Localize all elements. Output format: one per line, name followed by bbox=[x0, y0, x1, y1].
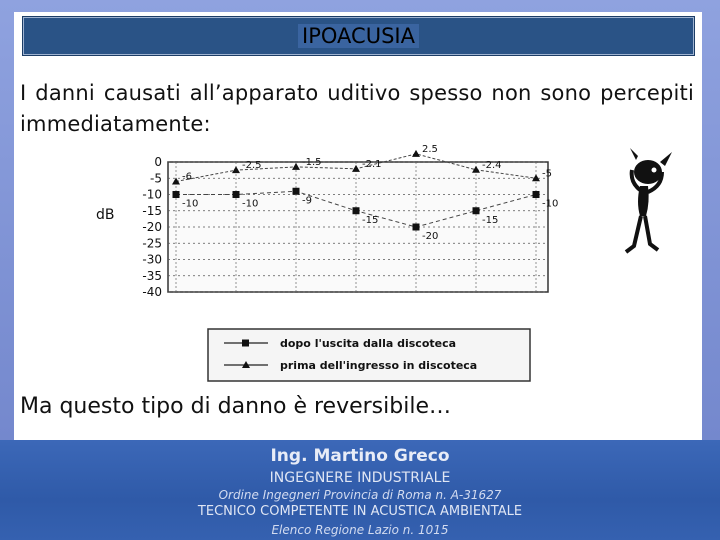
y-tick-label: 0 bbox=[154, 155, 162, 169]
footer-order: Ordine Ingegneri Provincia di Roma n. A-31627 bbox=[218, 488, 502, 502]
data-label: -1.5 bbox=[302, 156, 322, 168]
hearing-chart bbox=[78, 143, 559, 391]
data-point-square bbox=[293, 188, 300, 195]
y-tick-label: -30 bbox=[142, 252, 162, 267]
data-label: -15 bbox=[482, 214, 499, 226]
data-label: -10 bbox=[542, 198, 559, 210]
data-label: -9 bbox=[302, 195, 312, 207]
y-tick-label: -20 bbox=[142, 220, 162, 234]
footer-list: Elenco Regione Lazio n. 1015 bbox=[271, 523, 449, 537]
stick-figure-covering-ears-icon bbox=[610, 142, 685, 262]
legend-label: dopo l'uscita dalla discoteca bbox=[280, 337, 457, 350]
footer-name: Ing. Martino Greco bbox=[270, 446, 450, 466]
y-tick-label: -5 bbox=[150, 171, 162, 186]
data-label: 2.5 bbox=[422, 143, 438, 155]
data-point-square bbox=[473, 207, 480, 214]
y-tick-label: -35 bbox=[142, 268, 162, 283]
title-bar bbox=[22, 16, 695, 56]
footer bbox=[0, 440, 720, 540]
data-label: -2.1 bbox=[362, 158, 382, 170]
data-label: -6 bbox=[182, 171, 192, 183]
intro-text: I danni causati all’apparato uditivo spesso non sono percepiti immediatamente: bbox=[20, 81, 694, 136]
legend-label: prima dell'ingresso in discoteca bbox=[280, 359, 478, 372]
slide bbox=[14, 12, 702, 442]
data-label: -5 bbox=[542, 168, 552, 180]
data-point-square bbox=[533, 191, 540, 198]
y-tick-label: -15 bbox=[142, 203, 162, 218]
data-label: -10 bbox=[242, 198, 259, 210]
data-point-triangle bbox=[412, 150, 420, 157]
chart-grid bbox=[168, 159, 548, 292]
chart-axis bbox=[96, 155, 162, 299]
footer-tech: TECNICO COMPETENTE IN ACUSTICA AMBIENTALE bbox=[197, 504, 523, 519]
data-label: -20 bbox=[422, 231, 439, 242]
slide-title: IPOACUSIA bbox=[298, 24, 419, 48]
data-label: -10 bbox=[182, 198, 199, 210]
footer-role: INGEGNERE INDUSTRIALE bbox=[269, 470, 451, 486]
legend-marker-square bbox=[242, 340, 249, 347]
data-point-square bbox=[413, 224, 420, 231]
chart-legend bbox=[208, 329, 530, 381]
data-point-square bbox=[173, 191, 180, 198]
data-label: -2.4 bbox=[482, 159, 502, 171]
closing-text: Ma questo tipo di danno è reversibile… bbox=[20, 394, 451, 419]
data-point-square bbox=[233, 191, 240, 198]
y-tick-label: -10 bbox=[142, 187, 162, 202]
data-label: -2.5 bbox=[242, 160, 262, 172]
y-tick-label: -25 bbox=[142, 236, 162, 251]
data-point-square bbox=[353, 207, 360, 214]
data-label: -15 bbox=[362, 214, 379, 226]
y-axis-label: dB bbox=[96, 207, 115, 223]
y-tick-label: -40 bbox=[142, 285, 162, 299]
